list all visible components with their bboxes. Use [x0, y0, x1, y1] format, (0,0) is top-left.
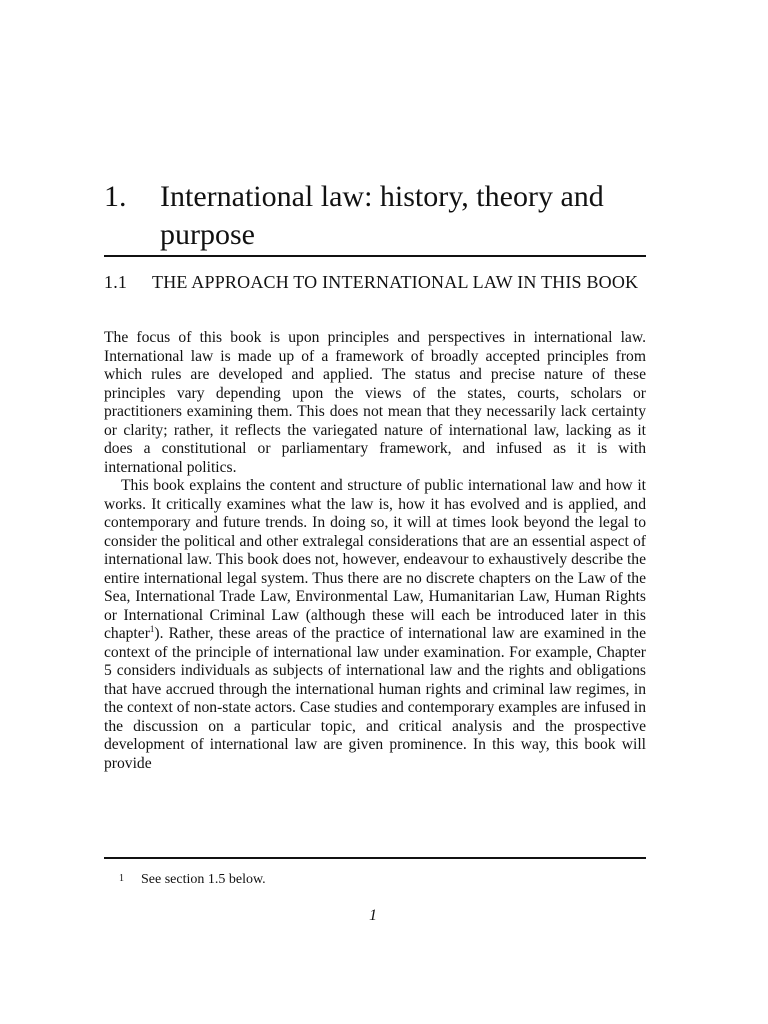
paragraph-2-text-end: ). Rather, these areas of the practice of international law are examined in the context of the principle of international law under examination. For example, Chapter 5 considers individuals as subjects of international law and the rights and obligations that have accrued through the international human rights and criminal law regimes, in the context of non-state actors. Case studies and contemporary examples are infused in the discussion on a particular topic, and critical analysis and the prospective development of international law are given prominence. In this way, this book will provide	[104, 625, 646, 772]
chapter-number: 1.	[104, 180, 127, 213]
chapter-heading	[104, 178, 649, 254]
footnote-text: See section 1.5 below.	[141, 872, 266, 887]
footnote	[119, 871, 266, 889]
chapter-divider	[104, 255, 646, 257]
paragraph-2-text-start: This book explains the content and structure of public international law and how it works. It critically examines what the law is, how it has evolved and is applied, and contemporary and future trends. In doing so, it will at times look beyond the legal to consider the political and other extralegal considerations that are an essential aspect of international law. This book does not, however, endeavour to exhaustively describe the entire international legal system. Thus there are no discrete chapters on the Law of the Sea, International Trade Law, Environmental Law, Humanitarian Law, Human Rights or International Criminal Law (although these will each be introduced later in this chapter	[104, 477, 646, 642]
footnote-divider	[104, 857, 646, 859]
section-title: THE APPROACH TO INTERNATIONAL LAW IN THIS BOOK	[152, 272, 639, 292]
section-heading	[104, 272, 649, 292]
paragraph-2	[104, 477, 646, 773]
body-text	[104, 329, 646, 773]
section-number: 1.1	[104, 272, 128, 292]
footnote-reference[interactable]: 1	[149, 624, 155, 634]
page-number: 1	[369, 907, 377, 924]
paragraph-1: The focus of this book is upon principles and perspectives in international law. International law is made up of a framework of broadly accepted principles from which rules are developed and applied. The status and precise nature of these principles vary depending upon the views of the states, courts, scholars or practitioners examining them. This does not mean that they necessarily lack certainty or clarity; rather, it reflects the variegated nature of international law, lacking as it does a constitutional or parliamentary framework, and infused as it is with international politics.	[104, 329, 646, 476]
footnote-mark: 1	[119, 873, 124, 884]
chapter-title: International law: history, theory and purpose	[160, 180, 604, 251]
